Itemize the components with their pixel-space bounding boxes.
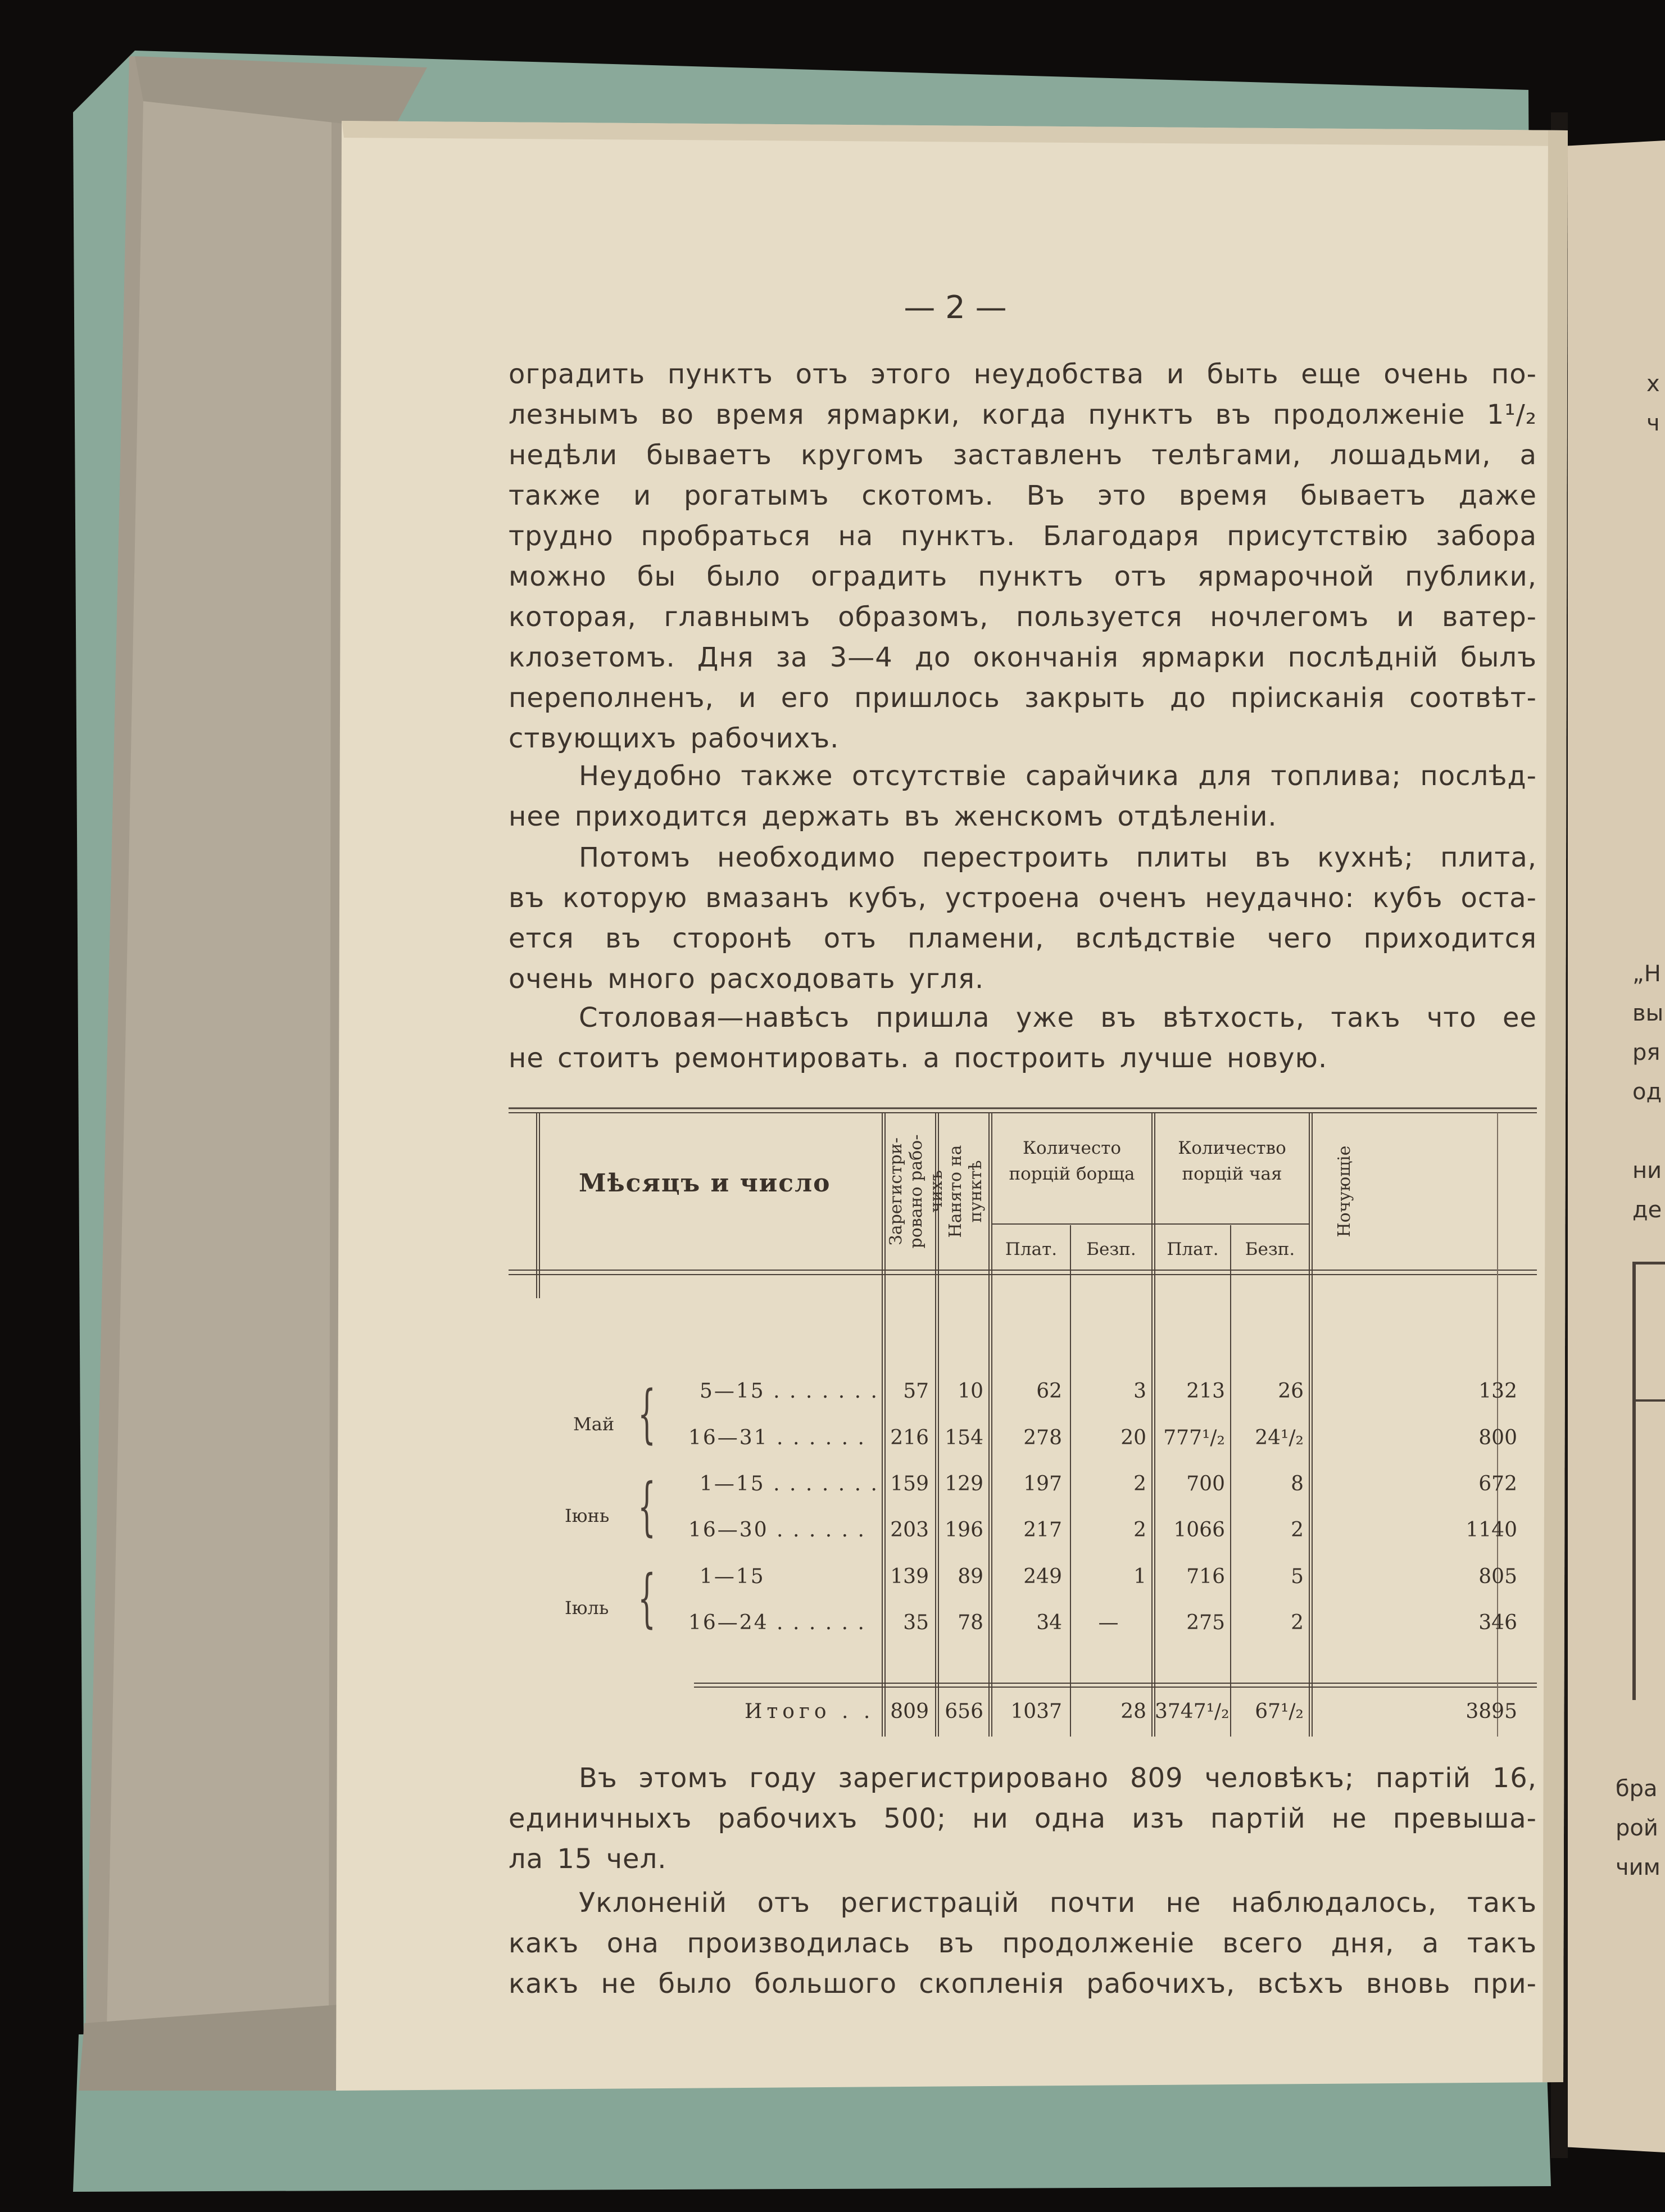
- cell-tea-free: 67¹/₂: [1255, 1700, 1304, 1723]
- cell-hired: 89: [958, 1565, 983, 1588]
- text-line: Уклоненій отъ регистрацій почти не наблюдалось, такъ: [579, 1887, 1537, 1919]
- row-period: 16—31 . . . . . .: [688, 1426, 866, 1449]
- cell-tea-paid: 213: [1186, 1380, 1225, 1403]
- header-line: порцій чая: [1182, 1164, 1282, 1184]
- cell-tea-paid: 716: [1186, 1565, 1225, 1588]
- text-line: въ которую вмазанъ кубъ, устроена оченъ неудачно: кубъ оста-: [509, 882, 1537, 914]
- cell-hired: 10: [958, 1380, 983, 1403]
- brace: {: [638, 1470, 656, 1543]
- month-label: Іюль: [565, 1597, 609, 1619]
- text-line: также и рогатымъ скотомъ. Въ это время бываетъ даже: [509, 480, 1537, 511]
- cell-tea-paid: 1066: [1173, 1519, 1225, 1542]
- cell-night: 805: [1478, 1565, 1517, 1588]
- cell-registered: 159: [890, 1472, 929, 1495]
- month-label: Май: [573, 1413, 615, 1435]
- cell-tea-paid: 700: [1186, 1472, 1225, 1495]
- next-page-fragment: од: [1632, 1079, 1662, 1105]
- paragraph: [509, 756, 1537, 837]
- row-period: 16—30 . . . . . .: [688, 1519, 866, 1542]
- next-page-fragment: ни: [1632, 1158, 1662, 1184]
- cell-night: 672: [1478, 1472, 1517, 1495]
- header-line: Количество: [1178, 1138, 1286, 1158]
- total-label: Итого . .: [745, 1700, 875, 1723]
- row-period: 1—15 . . . . . . .: [700, 1472, 879, 1495]
- cell-borsch-free: 1: [1133, 1565, 1146, 1588]
- text-line: какъ она производилась въ продолженіе всего дня, а такъ: [509, 1928, 1537, 1959]
- text-line: лезнымъ во время ярмарки, когда пунктъ въ продолженіе 1¹/₂: [509, 399, 1537, 430]
- cell-hired: 196: [945, 1519, 983, 1542]
- cell-night: 800: [1478, 1426, 1517, 1449]
- cell-night: 346: [1478, 1611, 1517, 1634]
- cell-borsch-paid: 249: [1023, 1565, 1062, 1588]
- cell-registered: 139: [890, 1565, 929, 1588]
- column-header-registered: [886, 1118, 947, 1264]
- cell-borsch-free: 20: [1120, 1426, 1146, 1449]
- cell-borsch-paid: 197: [1023, 1472, 1062, 1495]
- cell-registered: 216: [890, 1426, 929, 1449]
- next-page-fragment: чим: [1616, 1855, 1661, 1880]
- row-period: 16—24 . . . . . .: [688, 1611, 866, 1634]
- column-header-hired: [946, 1121, 986, 1262]
- next-page-fragment: бра: [1616, 1776, 1658, 1802]
- paragraph: [509, 837, 1537, 999]
- next-page-fragment: де: [1632, 1197, 1662, 1223]
- paragraph: [509, 1883, 1537, 2004]
- text-line: недѣли бываетъ кругомъ заставленъ телѣгами, лошадьми, а: [509, 439, 1537, 471]
- text-line: ла 15 чел.: [509, 1843, 667, 1875]
- column-header-month: Мѣсяцъ и число: [579, 1169, 831, 1198]
- text-line: Въ этомъ году зарегистрировано 809 человѣкъ; партій 16,: [579, 1762, 1537, 1794]
- column-header-night: Ночующіе: [1335, 1145, 1354, 1238]
- cell-borsch-paid: 34: [1036, 1611, 1062, 1634]
- header-line: пунктѣ: [966, 1160, 986, 1223]
- cell-tea-free: 24¹/₂: [1255, 1426, 1304, 1449]
- text-line: переполненъ, и его пришлось закрыть до пріисканія соотвѣт-: [509, 682, 1537, 714]
- cell-tea-free: 5: [1291, 1565, 1304, 1588]
- header-line: чихъ: [927, 1170, 946, 1213]
- cell-borsch-paid: 217: [1023, 1519, 1062, 1542]
- row-period: 1—15: [700, 1565, 765, 1588]
- cell-registered: 809: [890, 1700, 929, 1723]
- cell-night: 1140: [1466, 1519, 1517, 1542]
- text-line: ется въ сторонѣ отъ пламени, вслѣдствіе чего приходится: [509, 923, 1537, 954]
- cell-borsch-free: 28: [1120, 1700, 1146, 1723]
- text-line: которая, главнымъ образомъ, пользуется ночлегомъ и ватер-: [509, 601, 1537, 633]
- text-line: оградить пунктъ отъ этого неудобства и быть еще очень по-: [509, 359, 1537, 390]
- table-rules: [509, 1102, 1537, 1748]
- cell-borsch-free: 3: [1133, 1380, 1146, 1403]
- next-page-fragment: вы: [1632, 1000, 1664, 1026]
- cell-tea-paid: 777¹/₂: [1163, 1426, 1225, 1449]
- cell-registered: 35: [903, 1611, 929, 1634]
- column-header-borsch-paid: Плат.: [1005, 1239, 1058, 1259]
- cell-registered: 203: [890, 1519, 929, 1542]
- text-line: Неудобно также отсутствіе сарайчика для топлива; послѣд-: [579, 760, 1537, 792]
- column-header-borsch: [992, 1135, 1152, 1187]
- cell-tea-free: 26: [1278, 1380, 1304, 1403]
- cell-registered: 57: [903, 1380, 929, 1403]
- paragraph: [509, 1758, 1537, 1879]
- text-line: очень много расходовать угля.: [509, 963, 985, 995]
- page-number: — 2 —: [904, 289, 1007, 326]
- cell-borsch-paid: 62: [1036, 1380, 1062, 1403]
- text-line: Столовая—навѣсъ пришла уже въ вѣтхость, такъ что ее: [579, 1002, 1537, 1034]
- text-line: какъ не было большого скопленія рабочихъ, всѣхъ вновь при-: [509, 1968, 1537, 2000]
- cell-hired: 129: [945, 1472, 983, 1495]
- column-header-tea-paid: Плат.: [1167, 1239, 1219, 1259]
- cell-tea-paid: 275: [1186, 1611, 1225, 1634]
- text-line: Потомъ необходимо перестроить плиты въ кухнѣ; плита,: [579, 842, 1537, 873]
- cell-hired: 656: [945, 1700, 983, 1723]
- next-page-fragment: рой: [1616, 1815, 1658, 1841]
- text-line: клозетомъ. Дня за 3—4 до окончанія ярмарки послѣдній былъ: [509, 642, 1537, 673]
- next-page-fragment: х: [1646, 371, 1660, 397]
- cell-night: 132: [1478, 1380, 1517, 1403]
- cell-borsch-free: —: [1098, 1611, 1119, 1634]
- text-line: трудно пробраться на пунктъ. Благодаря присутствію забора: [509, 520, 1537, 552]
- header-line: Количесто: [1022, 1138, 1122, 1158]
- column-header-tea: [1155, 1135, 1309, 1187]
- cell-tea-free: 2: [1291, 1611, 1304, 1634]
- cell-tea-free: 8: [1291, 1472, 1304, 1495]
- text-line: ствующихъ рабочихъ.: [509, 723, 840, 754]
- paragraph: [509, 354, 1537, 759]
- brace: {: [638, 1377, 656, 1451]
- cell-tea-paid: 3747¹/₂: [1155, 1700, 1230, 1723]
- column-header-tea-free: Безп.: [1245, 1239, 1295, 1259]
- text-line: не стоитъ ремонтировать. а построить лучше новую.: [509, 1042, 1328, 1074]
- cell-borsch-free: 2: [1133, 1519, 1146, 1542]
- month-label: Іюнь: [565, 1505, 610, 1526]
- cell-night: 3895: [1466, 1700, 1517, 1723]
- header-line: Нанято на: [946, 1145, 965, 1238]
- paragraph: [509, 998, 1537, 1078]
- text-line: нее приходится держать въ женскомъ отдѣленіи.: [509, 801, 1277, 832]
- next-page-fragment: ря: [1632, 1040, 1661, 1066]
- book-page: [337, 118, 1573, 2079]
- row-period: 5—15 . . . . . . .: [700, 1380, 879, 1403]
- text-line: можно бы было оградить пунктъ отъ ярмарочной публики,: [509, 561, 1537, 592]
- cell-borsch-free: 2: [1133, 1472, 1146, 1495]
- cell-borsch-paid: 1037: [1010, 1700, 1062, 1723]
- cell-hired: 78: [958, 1611, 983, 1634]
- column-header-borsch-free: Безп.: [1086, 1239, 1136, 1259]
- header-line: порцій борща: [1009, 1164, 1135, 1184]
- statistics-table: [509, 1102, 1537, 1748]
- header-line: Зарегистри-: [886, 1137, 906, 1245]
- cell-hired: 154: [945, 1426, 983, 1449]
- next-page-fragment: ч: [1646, 410, 1660, 436]
- next-page-fragment: „Н: [1632, 961, 1661, 987]
- cell-borsch-paid: 278: [1023, 1426, 1062, 1449]
- header-line: ровано рабо-: [906, 1134, 926, 1249]
- cell-tea-free: 2: [1291, 1519, 1304, 1542]
- brace: {: [638, 1562, 656, 1635]
- text-line: единичныхъ рабочихъ 500; ни одна изъ партій не превыша-: [509, 1803, 1537, 1834]
